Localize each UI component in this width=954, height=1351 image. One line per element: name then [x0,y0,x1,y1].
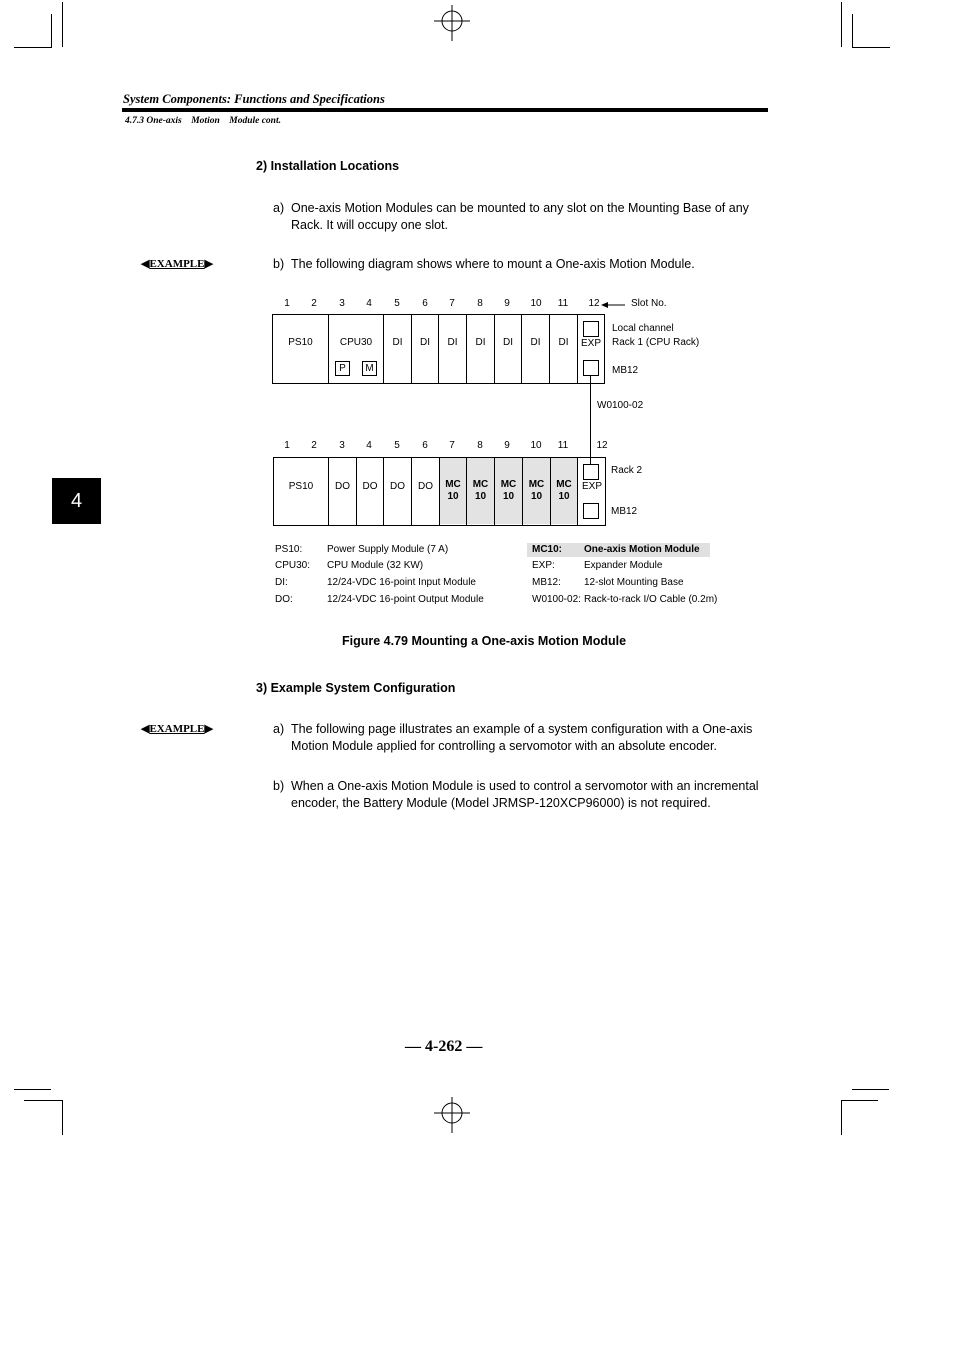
mb12-label: MB12 [611,506,638,517]
module-do: DO [418,481,433,492]
registration-mark-top [432,5,472,45]
slot-number: 3 [339,298,345,309]
slot-number: 9 [504,298,510,309]
slot-number: 11 [557,440,569,451]
legend-key: W0100-02: [532,594,581,605]
crop-mark [852,14,853,48]
cpu-m-indicator: M [362,361,377,376]
running-header-title: System Components: Functions and Specifications [123,92,385,106]
chapter-tab: 4 [52,478,101,524]
module-exp: EXP [580,337,601,349]
paragraph-text: When a One-axis Motion Module is used to control a servomotor with an incremental encoder, the Battery Module (Model JRMSP-120XCP96000) is not required. [291,779,759,810]
slot-number: 8 [477,440,483,451]
section-heading-installation: 2) Installation Locations [256,159,400,173]
crop-mark [841,1100,878,1101]
exp-connector-square [583,360,599,376]
slot-number: 6 [422,440,428,451]
item-label: b) [273,779,285,793]
legend-value: 12/24-VDC 16-point Input Module [327,577,476,588]
cable-label: W0100-02 [597,400,644,411]
legend-value: One-axis Motion Module [584,544,700,555]
crop-mark [62,2,63,47]
rack1-label-line2: Rack 1 (CPU Rack) [612,337,700,348]
legend-key: PS10: [275,544,303,555]
crop-mark [51,14,52,48]
paragraph-3a [273,721,771,754]
crop-mark [14,47,51,48]
module-do: DO [335,481,350,492]
slot-number: 10 [530,440,542,451]
crop-mark [14,1089,51,1090]
module-mc10 [467,458,494,524]
paragraph-2b [273,256,771,273]
legend-value: Rack-to-rack I/O Cable (0.2m) [584,594,718,605]
paragraph-2a [273,200,771,233]
header-rule [122,108,768,112]
slot-number: 8 [477,298,483,309]
mc-label-top: MC [472,479,489,490]
legend-key: MC10: [532,544,563,555]
mc-label-top: MC [528,479,545,490]
module-cpu30: CPU30 [339,337,373,348]
item-label: a) [273,722,285,736]
slot-number: 12 [588,298,600,309]
rack1-label-line1: Local channel [612,323,674,334]
section-heading-example-config: 3) Example System Configuration [256,681,456,695]
triangle-left-icon: ◀ [141,258,150,270]
legend-value: Power Supply Module (7 A) [327,544,449,555]
example-marker [141,722,213,735]
slot-number: 10 [530,298,542,309]
slot-no-label: Slot No. [631,298,667,309]
legend-key: CPU30: [275,560,311,571]
mc-label-bottom: 10 [530,491,543,502]
slot-number: 7 [449,298,455,309]
module-ps10: PS10 [288,481,314,492]
module-exp: EXP [581,480,602,492]
item-label: a) [273,201,285,215]
arrow-left-icon [601,300,627,310]
example-label: EXAMPLE [149,258,205,270]
module-di: DI [503,337,513,348]
slot-number: 9 [504,440,510,451]
rack2-label: Rack 2 [611,465,643,476]
page-number: — 4-262 — [405,1038,483,1055]
module-di: DI [392,337,403,348]
slot-number: 12 [596,440,608,451]
crop-mark [24,1100,63,1101]
mc-label-top: MC [500,479,517,490]
crop-mark [853,47,890,48]
slot-number: 11 [557,298,569,309]
item-label: b) [273,257,285,271]
module-di: DI [530,337,541,348]
module-di: DI [420,337,430,348]
legend-key: DO: [275,594,293,605]
paragraph-3b [273,778,771,811]
slot-number: 5 [394,298,400,309]
mc-label-bottom: 10 [447,491,459,502]
slot-number: 6 [422,298,428,309]
slot-number: 1 [284,298,290,309]
slot-number: 3 [339,440,345,451]
slot-number: 4 [366,298,372,309]
slot-number: 2 [311,298,317,309]
triangle-right-icon: ▶ [204,723,213,735]
legend-key: EXP: [532,560,555,571]
mc-label-bottom: 10 [502,491,515,502]
module-do: DO [362,481,378,492]
module-do: DO [390,481,405,492]
mc-label-bottom: 10 [474,491,487,502]
mc-label-bottom: 10 [558,491,570,502]
registration-mark-bottom [432,1095,472,1135]
legend-key: DI: [275,577,288,588]
module-mc10 [440,458,466,524]
crop-mark [841,1100,842,1135]
legend-key: MB12: [532,577,561,588]
figure-caption: Figure 4.79 Mounting a One-axis Motion Module [342,634,627,648]
paragraph-text: The following diagram shows where to mount a One-axis Motion Module. [291,257,695,271]
crop-mark [841,2,842,47]
slot-number: 2 [311,440,317,451]
legend-value: 12-slot Mounting Base [584,577,684,588]
triangle-right-icon: ▶ [204,258,213,270]
module-di: DI [475,337,486,348]
exp-connector-square [583,464,599,480]
paragraph-text: The following page illustrates an example of a system configuration with a One-axis Motion Module applied for controlling a servomotor with an absolute encoder. [291,722,753,753]
legend-value: Expander Module [584,560,663,571]
slot-number: 5 [394,440,400,451]
legend-value: 12/24-VDC 16-point Output Module [327,594,484,605]
running-header-subtitle: 4.7.3 One-axis Motion Module cont. [125,116,281,126]
module-di: DI [558,337,569,348]
example-label: EXAMPLE [149,723,205,735]
slot-number: 1 [284,440,290,451]
paragraph-text: One-axis Motion Modules can be mounted to any slot on the Mounting Base of any Rack. It will occupy one slot. [291,201,749,232]
module-mc10 [551,458,577,524]
exp-connector-square [583,321,599,337]
example-marker [141,257,213,270]
crop-mark [62,1100,63,1135]
mc-label-top: MC [556,479,572,490]
module-mc10 [523,458,550,524]
cpu-p-indicator: P [335,361,350,376]
legend-value: CPU Module (32 KW) [327,560,424,571]
module-di: DI [447,337,458,348]
mb12-label: MB12 [612,365,639,376]
slot-number: 4 [366,440,372,451]
module-mc10 [495,458,522,524]
crop-mark [852,1089,889,1090]
triangle-left-icon: ◀ [141,723,150,735]
exp-connector-square [583,503,599,519]
slot-number: 7 [449,440,455,451]
mc-label-top: MC [445,479,461,490]
module-ps10: PS10 [288,337,313,348]
